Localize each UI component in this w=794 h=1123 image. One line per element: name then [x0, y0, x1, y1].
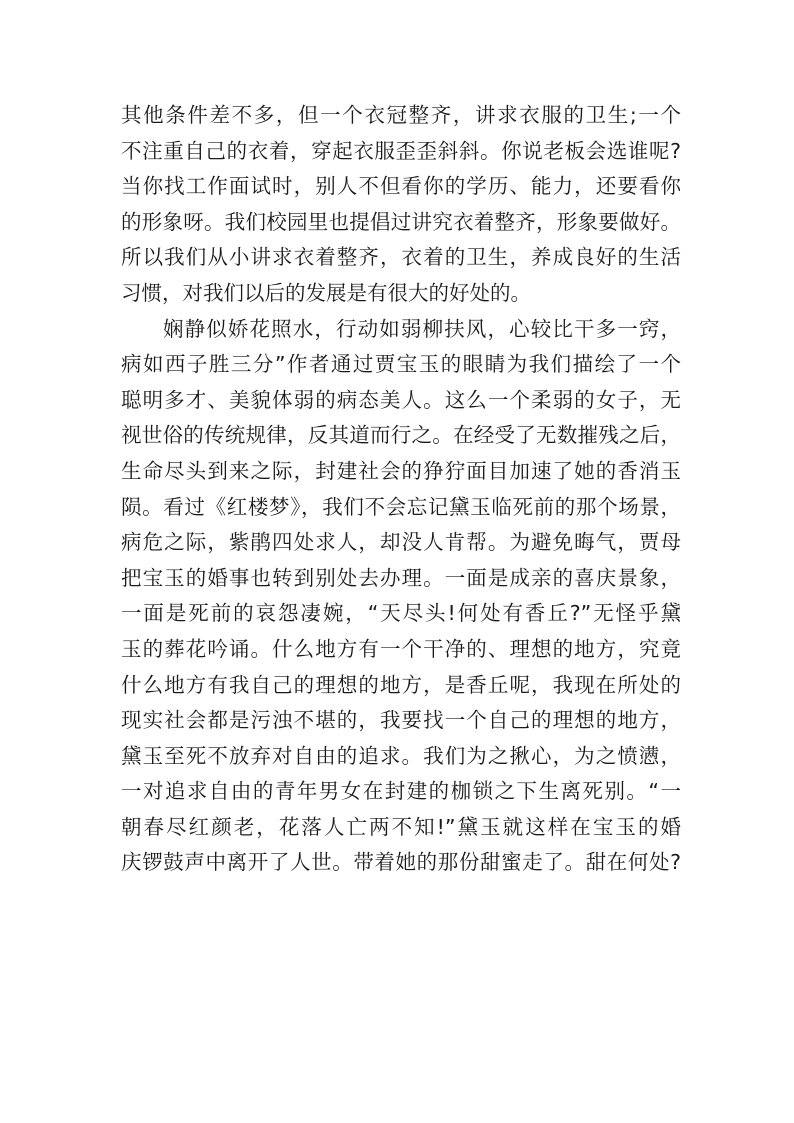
text-line: 娴静似娇花照水，行动如弱柳扶风，心较比干多一窍， — [163, 316, 681, 341]
text-line: 什么地方有我自己的理想的地方，是香丘呢，我现在所处的 — [121, 672, 681, 697]
text-line: 朝春尽红颜老，花落人亡两不知!”黛玉就这样在宝玉的婚 — [121, 814, 681, 839]
text-line: 一对追求自由的青年男女在封建的枷锁之下生离死别。“一 — [121, 779, 681, 804]
text-line: 病如西子胜三分”作者通过贾宝玉的眼睛为我们描绘了一个 — [121, 352, 681, 377]
text-line: 视世俗的传统规律，反其道而行之。在经受了无数摧残之后， — [121, 423, 681, 448]
text-line: 不注重自己的衣着，穿起衣服歪歪斜斜。你说老板会选谁呢? — [121, 138, 681, 163]
text-line: 庆锣鼓声中离开了人世。带着她的那份甜蜜走了。甜在何处? — [121, 850, 681, 875]
text-line: 黛玉至死不放弃对自由的追求。我们为之揪心，为之愤懑， — [121, 743, 681, 768]
body-text — [121, 98, 681, 881]
text-line: 其他条件差不多，但一个衣冠整齐，讲求衣服的卫生;一个 — [121, 103, 681, 127]
text-line: 把宝玉的婚事也转到别处去办理。一面是成亲的喜庆景象， — [121, 565, 681, 590]
text-line: 聪明多才、美貌体弱的病态美人。这么一个柔弱的女子，无 — [121, 387, 681, 412]
text-line: 当你找工作面试时，别人不但看你的学历、能力，还要看你 — [121, 174, 681, 199]
text-line: 现实社会都是污浊不堪的，我要找一个自己的理想的地方， — [121, 708, 681, 733]
text-line: 所以我们从小讲求衣着整齐，衣着的卫生，养成良好的生活 — [121, 245, 681, 270]
text-line: 病危之际，紫鹃四处求人，却没人肯帮。为避免晦气，贾母 — [121, 530, 681, 555]
text-line: 生命尽头到来之际，封建社会的狰狞面目加速了她的香消玉 — [121, 458, 681, 483]
text-line: 的形象呀。我们校园里也提倡过讲究衣着整齐，形象要做好。 — [121, 209, 681, 234]
text-line: 陨。看过《红楼梦》，我们不会忘记黛玉临死前的那个场景， — [121, 494, 681, 519]
text-line: 习惯，对我们以后的发展是有很大的好处的。 — [121, 280, 531, 305]
text-line: 一面是死前的哀怨凄婉，“天尽头!何处有香丘?”无怪乎黛 — [121, 601, 681, 626]
text-line: 玉的葬花吟诵。什么地方有一个干净的、理想的地方，究竟 — [121, 636, 681, 661]
